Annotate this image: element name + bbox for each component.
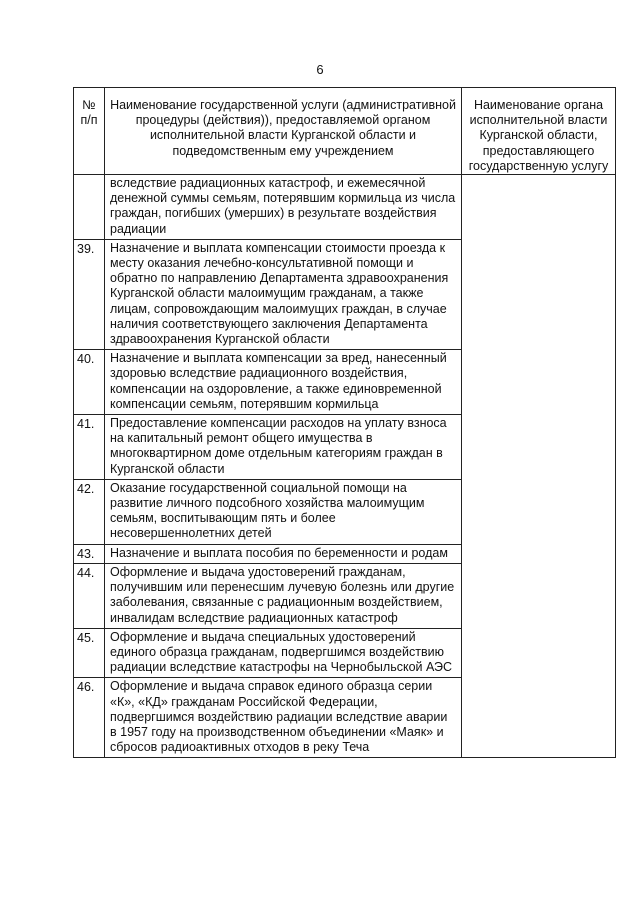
services-table bbox=[73, 87, 616, 758]
header-authority: Наименование органа исполнительной власти Курганской области, предоставляющего государственную услугу bbox=[462, 88, 616, 175]
row-number bbox=[74, 175, 105, 240]
header-service-name: Наименование государственной услуги (административной процедуры (действия)), предоставляемой органом исполнительной власти Курганской области и подведомственным ему учреждением bbox=[105, 88, 462, 175]
header-number-label-top: № bbox=[82, 98, 96, 112]
row-service-name: Оказание государственной социальной помощи на развитие личного подсобного хозяйства малоимущим семьям, воспитывающим пять и более несовершеннолетних детей bbox=[105, 479, 462, 544]
row-service-name: Предоставление компенсации расходов на уплату взноса на капитальный ремонт общего имущества в многоквартирном доме отдельным категориям граждан в Курганской области bbox=[105, 415, 462, 480]
table-header-row bbox=[74, 88, 616, 175]
row-service-name: вследствие радиационных катастроф, и ежемесячной денежной суммы семьям, потерявшим кормильца из числа граждан, погибших (умерших) в результате воздействия радиации bbox=[105, 175, 462, 240]
row-number: 40. bbox=[74, 350, 105, 415]
header-number bbox=[74, 88, 105, 175]
row-service-name: Назначение и выплата компенсации стоимости проезда к месту оказания лечебно-консультативной помощи и обратно по направлению Департамента здравоохранения Курганской области малоимущим гражданам, а также лицам, сопровождающим малоимущих граждан, в случае наличия соответствующего заключения Департамента здравоохранения Курганской области bbox=[105, 239, 462, 349]
row-number: 45. bbox=[74, 628, 105, 678]
row-service-name: Назначение и выплата пособия по беременности и родам bbox=[105, 544, 462, 563]
row-number: 42. bbox=[74, 479, 105, 544]
row-service-name: Оформление и выдача специальных удостоверений единого образца гражданам, подвергшимся воздействию радиации вследствие катастрофы на Чернобыльской АЭС bbox=[105, 628, 462, 678]
page-number: 6 bbox=[316, 62, 324, 77]
header-number-label-bottom: п/п bbox=[80, 113, 98, 128]
row-number: 41. bbox=[74, 415, 105, 480]
table-row bbox=[74, 175, 616, 240]
row-number: 44. bbox=[74, 563, 105, 628]
row-service-name: Оформление и выдача удостоверений гражданам, получившим или перенесшим лучевую болезнь или другие заболевания, связанные с радиационным воздействием, инвалидам вследствие радиационных катастроф bbox=[105, 563, 462, 628]
authority-cell bbox=[462, 175, 616, 758]
row-number: 39. bbox=[74, 239, 105, 349]
row-service-name: Оформление и выдача справок единого образца серии «К», «КД» гражданам Российской Федерации, подвергшимся воздействию радиации вследствие аварии в 1957 году на производственном объединении «Маяк» и сбросов радиоактивных отходов в реку Теча bbox=[105, 678, 462, 758]
row-number: 43. bbox=[74, 544, 105, 563]
row-number: 46. bbox=[74, 678, 105, 758]
row-service-name: Назначение и выплата компенсации за вред, нанесенный здоровью вследствие радиационного воздействия, компенсации на оздоровление, а также единовременной компенсации семьям, потерявшим кормильца bbox=[105, 350, 462, 415]
